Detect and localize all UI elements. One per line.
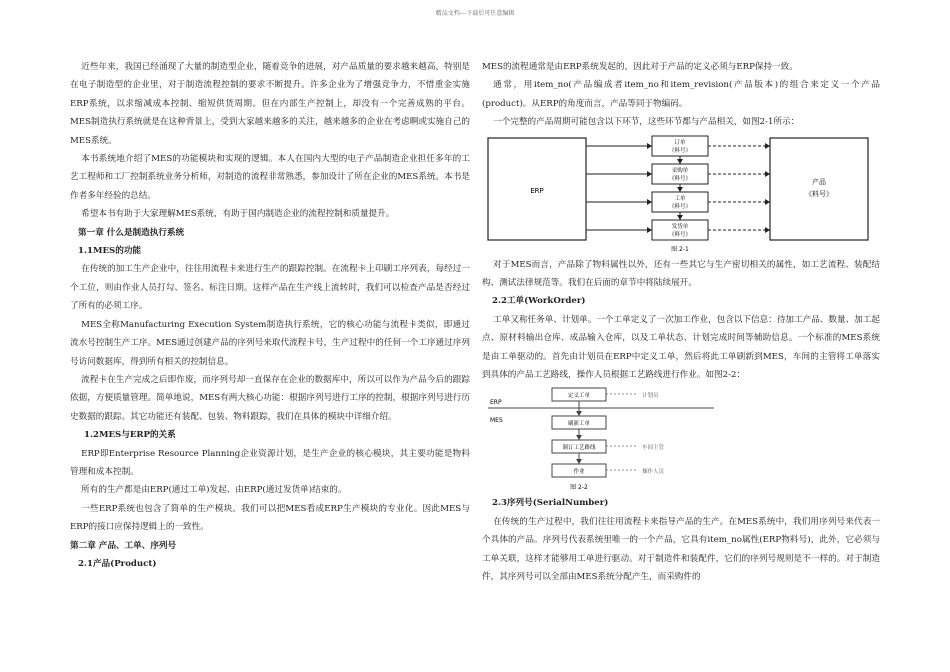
arrowhead — [765, 143, 770, 149]
product-box-label: 产品 — [812, 177, 826, 186]
left-column — [70, 58, 470, 573]
purchase-order-box-sublabel: 《料号》 — [668, 175, 692, 182]
operation-label: 作业 — [573, 469, 585, 476]
figure-2-2-caption: 图 2-2 — [570, 484, 588, 492]
arrowhead — [576, 459, 582, 464]
arrowhead — [765, 227, 770, 233]
section-2-3-heading: 2.3序列号(SerialNumber) — [492, 498, 609, 509]
order-stage — [652, 136, 708, 156]
section-1-1-heading: 1.1MES的功能 — [78, 246, 142, 257]
arrowhead — [647, 171, 652, 177]
define-routing-label: 制订工艺路线 — [562, 445, 596, 452]
operation-step — [552, 464, 606, 477]
role-planner: 计划员 — [642, 393, 659, 400]
section-1-2-paragraph-2: 所有的生产都是由ERP(通过工单)发起、由ERP(通过发货单)结束的。 — [81, 485, 347, 496]
section-2-2-paragraph-1: 工单又称任务单、计划单。一个工单定义了一次加工作业，包含以下信息：待加工产品、数量、加工起点、原材料输出仓库、成品输入仓库，以及工单状态、计划完成时间等辅助信息。一个标准的MES系统是由工单驱动的。首先由计划员在ERP中定义工单，然后将此工单刷新到MES，车间的主管将工单落实到具体的产品工艺路线，操作人员根据工艺路线进行作业。如图2-2： — [482, 314, 880, 381]
intro-paragraph-3: 希望本书有助于大家理解MES系统，有助于国内制造企业的流程控制和质量提升。 — [81, 209, 395, 220]
define-work-order-step — [552, 388, 606, 401]
refresh-work-order-step — [552, 416, 606, 429]
section-2-1-paragraph-4: 对于MES而言，产品除了物料属性以外，还有一些其它与生产密切相关的属性，如工艺流程、装配结构、测试法律规范等。我们在后面的章节中将陆续展开。 — [482, 259, 880, 289]
right-column — [482, 58, 880, 587]
figure-2-1-product-cycle-diagram — [486, 132, 876, 256]
order-box-sublabel: 《料号》 — [668, 147, 692, 154]
fig2-role-leaders — [606, 394, 636, 470]
arrowhead — [677, 215, 683, 220]
section-2-1-paragraph-1: MES的流程通常是由ERP系统发起的，因此对于产品的定义必须与ERP保持一致。 — [482, 62, 798, 72]
purchase-order-box-label: 采购单 — [671, 167, 689, 174]
chapter-1-heading: 第一章 什么是制造执行系统 — [78, 227, 185, 238]
section-2-1-paragraph-3: 一个完整的产品周期可能包含以下环节，这些环节都与产品相关，如图2-1所示： — [493, 117, 800, 128]
section-1-1-paragraph-2: MES全称Manufacturing Execution System制造执行系统，它的核心功能与流程卡类似，即通过流水号控制生产工序。MES通过创建产品的序列号来取代流程卡号，生产过程中的任何一个工序通过序列号访问数据库，得到所有相关的控制信息。 — [70, 319, 470, 367]
chapter-2-heading: 第二章 产品、工单、序列号 — [70, 540, 177, 551]
section-2-3-paragraph-1: 在传统的生产过程中，我们往往用流程卡来指导产品的生产。在MES系统中，我们用序列号来代表一个具体的产品。序列号代表系统里唯一的一个产品，它具有item_no属性(ERP物料号)，此外，它必须与工单关联，这样才能够用工单进行驱动。对于制造件和装配件，它们的序列号规则是不一样的。对于制造件，其序列号可以全部由MES系统分配产生，而采购件的 — [482, 516, 880, 583]
section-1-1-paragraph-1: 在传统的加工生产企业中，往往用流程卡来进行生产的跟踪控制。在流程卡上印刷工序列表，每经过一个工位，则由作业人员打勾、签名、标注日期。这样产品在生产线上流转时，我们可以检查产品是否经过了所有的必须工序。 — [70, 264, 470, 312]
purchase-order-stage — [652, 164, 708, 184]
arrowhead — [765, 171, 770, 177]
order-box-label: 订单 — [674, 139, 686, 146]
work-order-box-sublabel: 《料号》 — [668, 203, 692, 210]
section-1-2-paragraph-3: 一些ERP系统也包含了简单的生产模块。我们可以把MES看成ERP生产模块的专业化。因此MES与ERP的接口应保持逻辑上的一致性。 — [70, 503, 470, 533]
role-operator: 操作人员 — [642, 469, 665, 476]
define-work-order-label: 定义工单 — [567, 393, 591, 400]
arrowhead — [576, 435, 582, 440]
section-2-1-paragraph-2: 通常，用item_no(产品编成者item_no和item_revision(产品版本)的组合来定义一个产品(product)。从ERP的角度而言，产品等同于物编码。 — [482, 80, 880, 109]
section-2-1-heading: 2.1产品(Product) — [78, 558, 157, 569]
section-2-2-heading: 2.2工单(WorkOrder) — [492, 296, 586, 307]
product-box-sublabel: 《料号》 — [805, 189, 833, 198]
page-header-watermark: 精品文档---下载后可任意编辑 — [435, 10, 515, 17]
shipping-order-box-sublabel: 《料号》 — [668, 231, 692, 238]
shipping-order-stage — [652, 220, 708, 240]
erp-lane-label: ERP — [490, 399, 502, 407]
arrowhead — [647, 143, 652, 149]
mes-lane-label: MES — [490, 417, 503, 425]
arrowhead — [677, 187, 683, 192]
product-box — [770, 138, 868, 240]
role-workshop-supervisor: 车间主管 — [642, 445, 665, 452]
refresh-work-order-label: 刷新工单 — [567, 421, 591, 428]
intro-paragraph-2: 本书系统地介绍了MES的功能模块和实现的逻辑。本人在国内大型的电子产品制造企业担任多年的工艺工程师和工厂控制系统业务分析师，对制造的流程非常熟悉，参加设计了所在企业的MES系统。本书是作者多年经验的总结。 — [70, 154, 470, 201]
work-order-stage — [652, 192, 708, 212]
section-1-1-paragraph-3: 流程卡在生产完成之后即作废，而序列号却一直保存在企业的数据库中，所以可以作为产品今后的跟踪依据，方便质量管理。简单地说，MES有两大核心功能：根据序列号进行工序的控制，根据序列号进行历史数据的跟踪。其它功能还有装配、包装、物料跟踪，我们在具体的模块中详细介绍。 — [70, 374, 470, 422]
section-1-2-heading: 1.2MES与ERP的关系 — [84, 430, 176, 441]
shipping-order-box-label: 发货单 — [671, 223, 689, 230]
figure-2-1-caption: 图 2-1 — [671, 245, 689, 253]
erp-box-label: ERP — [530, 186, 544, 195]
figure-2-2-work-order-flow-diagram — [486, 384, 716, 494]
arrowhead — [677, 159, 683, 164]
arrowhead — [647, 199, 652, 205]
arrowhead — [647, 227, 652, 233]
arrowhead — [765, 199, 770, 205]
arrowhead — [576, 411, 582, 416]
work-order-box-label: 工单 — [674, 195, 686, 202]
define-routing-step — [552, 440, 606, 453]
intro-paragraph-1: 近些年来，我国已经涌现了大量的制造型企业，随着竞争的进展，对产品质量的要求越来越高，特别是在电子制造型的企业里，对于制造流程控制的要求不断提升。许多企业为了增强竞争力，不惜重金实施ERP系统，以求缩减成本控制、缩短供货周期。但在内部生产控制上，却没有一个完善成熟的平台。MES制造执行系统就是在这种背景上，受到大家越来越多的关注，越来越多的企业在考虑啊或实施自己的MES系统。 — [70, 62, 470, 146]
section-1-2-paragraph-1: ERP即Enterprise Resource Planning企业资源计划，是生产企业的核心模块，其主要功能是物料管理和成本控制。 — [70, 448, 470, 477]
